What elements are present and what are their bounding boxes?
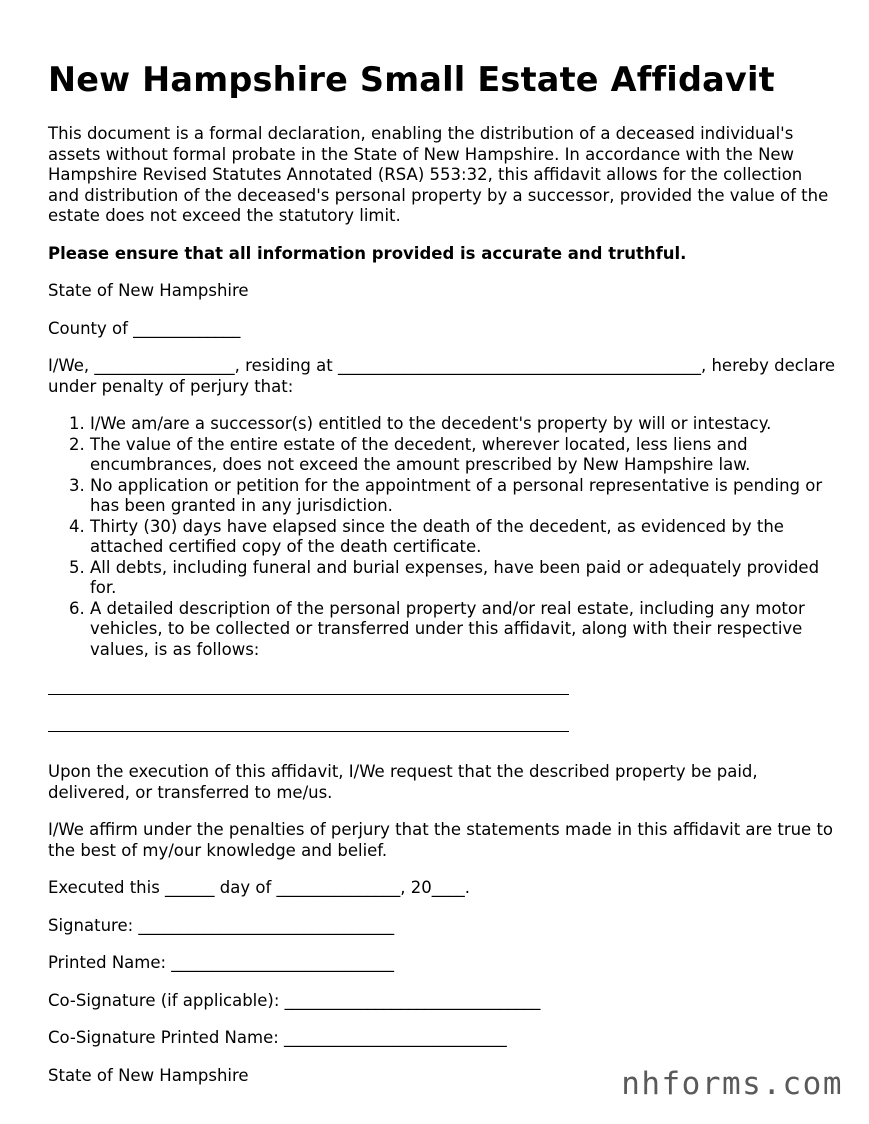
declaration-item: 6. A detailed description of the personal property and/or real estate, including any motor vehicles, to be collected or transferred under this affidavit, along with their respective values, is as follows:: [90, 599, 838, 661]
declaration-item: 4. Thirty (30) days have elapsed since the death of the decedent, as evidenced by the attached certified copy of the death certificate.: [90, 517, 838, 558]
state-line-footer: State of New Hampshire: [48, 1065, 249, 1085]
declaration-item: 5. All debts, including funeral and burial expenses, have been paid or adequately provided for.: [90, 558, 838, 599]
printed-name-line: Printed Name: ___________________________: [48, 953, 395, 972]
declaration-item: 2. The value of the entire estate of the decedent, wherever located, less liens and encumbrances, does not exceed the amount prescribed by New Hampshire law.: [90, 435, 838, 476]
signature-line: Signature: _______________________________: [48, 915, 395, 935]
declaration-paragraph: I/We, _________________, residing at ____________________________________________, hereby declare under penalty of perjury that:: [48, 356, 836, 396]
document-body: [48, 124, 838, 1103]
county-line: County of _____________: [48, 318, 241, 338]
co-signature-printed-name-line: Co-Signature Printed Name: ___________________________: [48, 1028, 507, 1047]
property-description-lines: [48, 694, 838, 732]
declaration-item: 1. I/We am/are a successor(s) entitled to the decedent's property by will or intestacy.: [90, 414, 838, 435]
document-title: New Hampshire Small Estate Affidavit: [48, 60, 775, 99]
property-description-line[interactable]: [48, 694, 569, 695]
site-watermark: nhforms.com: [621, 1066, 843, 1102]
state-line: State of New Hampshire: [48, 281, 249, 300]
executed-line: Executed this ______ day of _______________, 20____.: [48, 878, 471, 897]
accuracy-notice: Please ensure that all information provided is accurate and truthful.: [48, 243, 687, 263]
property-description-line[interactable]: [48, 731, 569, 732]
declaration-item: 3. No application or petition for the appointment of a personal representative is pending or has been granted in any jurisdiction.: [90, 476, 838, 517]
declaration-list: [48, 414, 838, 660]
affirmation-paragraph: I/We affirm under the penalties of perjury that the statements made in this affidavit are true to the best of my/our knowledge and belief.: [48, 820, 834, 860]
co-signature-line: Co-Signature (if applicable): _______________________________: [48, 990, 541, 1010]
request-paragraph: Upon the execution of this affidavit, I/We request that the described property be paid, delivered, or transferred to me/us.: [48, 762, 758, 802]
intro-paragraph: This document is a formal declaration, enabling the distribution of a deceased individual's assets without formal probate in the State of New Hampshire. In accordance with the New Hampshire Revised Statutes Annotated (RSA) 553:32, this affidavit allows for the collection and distribution of the deceased's personal property by a successor, provided the value of the estate does not exceed the statutory limit.: [48, 124, 829, 225]
